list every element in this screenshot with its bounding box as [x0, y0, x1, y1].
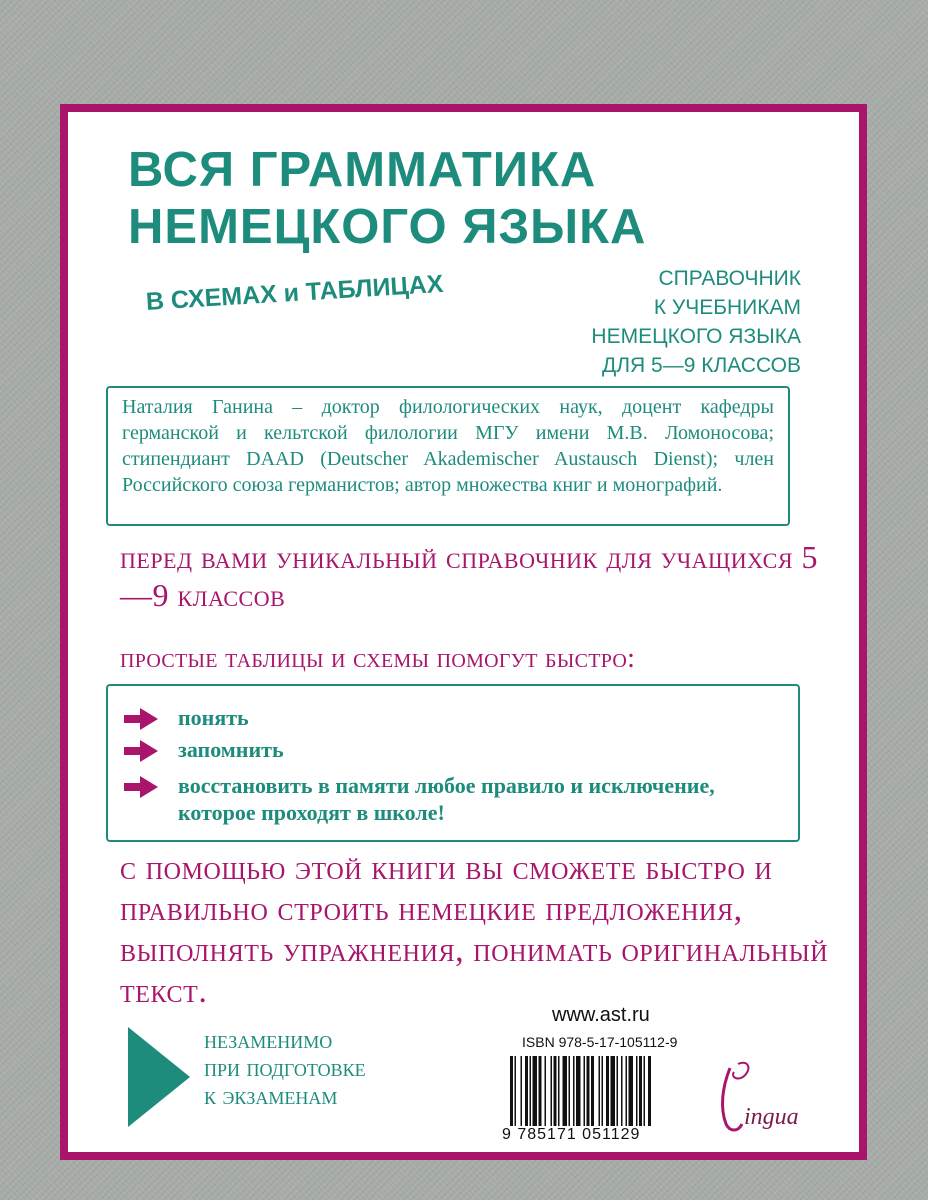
reference-line-1: СПРАВОЧНИК [658, 267, 801, 290]
reference-line-4: ДЛЯ 5—9 КЛАССОВ [602, 354, 801, 377]
barcode-bar [576, 1056, 581, 1126]
svg-text:ingua: ingua [744, 1104, 799, 1130]
intro-heading: перед вами уникальный справочник для учащихся 5—9 классов [120, 539, 819, 613]
isbn-label: ISBN 978-5-17-105112-9 [522, 1034, 678, 1050]
barcode-bar [573, 1056, 575, 1126]
barcode-bar [533, 1056, 538, 1126]
barcode-bar [599, 1056, 601, 1126]
barcode-bar [629, 1056, 634, 1126]
bullet-text: понять [178, 705, 249, 730]
bullets-box [106, 684, 800, 842]
barcode-bar [569, 1056, 571, 1126]
arrow-right-icon [124, 708, 158, 730]
arrow-right-icon [124, 740, 158, 762]
barcode-digits: 9 785171 051129 [502, 1126, 641, 1143]
title-line-1: ВСЯ ГРАММАТИКА [128, 143, 597, 197]
title-line-2: НЕМЕЦКОГО ЯЗЫКА [128, 200, 647, 254]
barcode-bar [626, 1056, 628, 1126]
barcode-bar [558, 1056, 560, 1126]
barcode-bar [611, 1056, 616, 1126]
barcode-bar [563, 1056, 568, 1126]
barcode-bar [587, 1056, 590, 1126]
barcode-bar [525, 1056, 528, 1126]
publisher-logo [708, 1058, 816, 1138]
barcode-bar [602, 1056, 604, 1126]
play-triangle-icon [128, 1027, 190, 1127]
reference-label [591, 264, 801, 380]
barcode-bar [606, 1056, 609, 1126]
barcode-bar [617, 1056, 619, 1126]
barcode-bar [644, 1056, 646, 1126]
exam-note [204, 1026, 366, 1110]
barcode-bar [551, 1056, 553, 1126]
author-bio-box [106, 386, 790, 526]
barcode-bar [510, 1056, 513, 1126]
barcode-bar [521, 1056, 523, 1126]
intro-subheading: простые таблицы и схемы помогут быстро: [120, 643, 636, 674]
exam-line-1: незаменимо [204, 1025, 333, 1054]
book-subtitle: В СХЕМАХ и ТАБЛИЦАХ [145, 269, 445, 316]
barcode-icon [508, 1056, 708, 1126]
cover-panel [60, 104, 867, 1160]
reference-line-2: К УЧЕБНИКАМ [653, 296, 801, 319]
barcode-bar [515, 1056, 517, 1126]
barcode-bar [539, 1056, 542, 1126]
barcode-bar [545, 1056, 547, 1126]
reference-line-3: НЕМЕЦКОГО ЯЗЫКА [591, 325, 801, 348]
author-bio-text: Наталия Ганина – доктор филологических наук, доцент кафедры германской и кельтской филологии МГУ имени М.В. Ломоносова; стипендиант DAAD (Deutscher Akademischer Austausch Dienst); член Российского союза германистов; автор множества книг и монографий. [122, 396, 774, 496]
barcode-bar [584, 1056, 586, 1126]
bullet-text: восстановить в памяти любое правило и исключение, которое проходят в школе! [178, 773, 715, 825]
website-link[interactable]: www.ast.ru [552, 1004, 650, 1026]
closing-statement: с помощью этой книги вы сможете быстро и правильно строить немецкие предложения, выполнять упражнения, понимать оригинальный текст. [120, 850, 829, 1010]
book-title [128, 142, 646, 256]
barcode-bar [639, 1056, 642, 1126]
exam-line-3: к экзаменам [204, 1081, 338, 1110]
arrow-right-icon [124, 776, 158, 798]
barcode-bar [636, 1056, 638, 1126]
barcode-bar [648, 1056, 651, 1126]
bullet-text: запомнить [178, 737, 284, 762]
barcode-bar [621, 1056, 623, 1126]
exam-line-2: при подготовке [204, 1053, 366, 1082]
barcode-bar [554, 1056, 557, 1126]
barcode-bar [591, 1056, 594, 1126]
barcode-bar [530, 1056, 532, 1126]
